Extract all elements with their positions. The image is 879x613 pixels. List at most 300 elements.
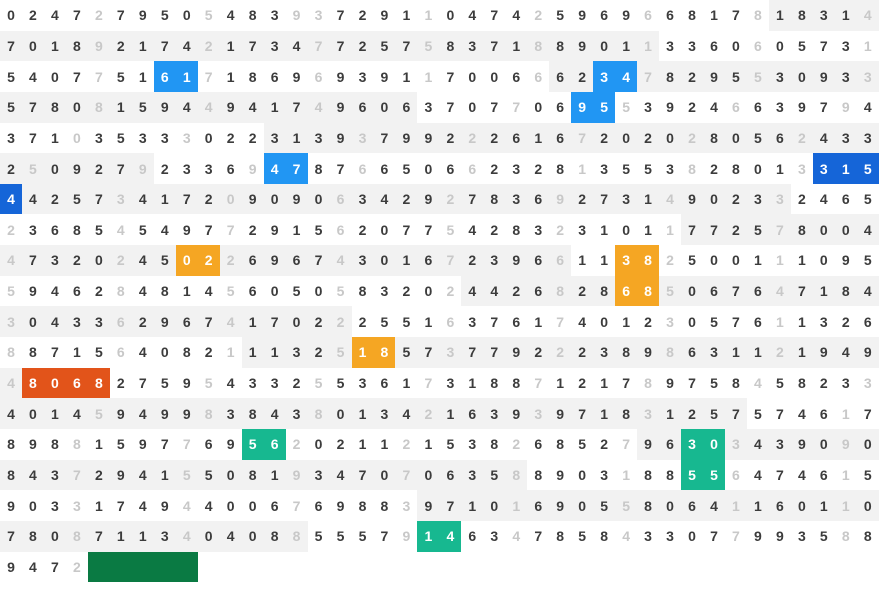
grid-cell[interactable]: 4: [505, 521, 527, 552]
grid-cell[interactable]: 0: [681, 276, 703, 307]
grid-cell[interactable]: 9: [110, 460, 132, 491]
grid-cell[interactable]: 0: [417, 276, 439, 307]
grid-cell[interactable]: 5: [110, 123, 132, 154]
grid-cell[interactable]: 8: [88, 368, 110, 399]
grid-cell[interactable]: 7: [330, 31, 352, 62]
grid-cell[interactable]: 5: [857, 184, 879, 215]
grid-cell[interactable]: 8: [44, 92, 66, 123]
grid-cell[interactable]: 7: [417, 368, 439, 399]
grid-cell[interactable]: 3: [637, 398, 659, 429]
grid-cell[interactable]: 3: [461, 429, 483, 460]
grid-cell[interactable]: 7: [176, 184, 198, 215]
grid-cell[interactable]: 1: [242, 306, 264, 337]
grid-cell[interactable]: 0: [308, 429, 330, 460]
grid-cell[interactable]: 5: [703, 368, 725, 399]
grid-cell[interactable]: 5: [330, 337, 352, 368]
grid-cell[interactable]: 3: [527, 398, 549, 429]
grid-cell[interactable]: 7: [352, 460, 374, 491]
grid-cell[interactable]: 1: [769, 245, 791, 276]
grid-cell[interactable]: 2: [549, 337, 571, 368]
grid-cell[interactable]: 8: [308, 398, 330, 429]
grid-cell[interactable]: 9: [395, 521, 417, 552]
grid-cell[interactable]: 4: [439, 521, 461, 552]
grid-cell[interactable]: 2: [417, 398, 439, 429]
grid-cell[interactable]: 1: [593, 245, 615, 276]
grid-cell[interactable]: 7: [88, 61, 110, 92]
grid-cell[interactable]: 1: [264, 337, 286, 368]
grid-cell[interactable]: 3: [264, 368, 286, 399]
grid-cell[interactable]: 9: [637, 337, 659, 368]
grid-cell[interactable]: 7: [330, 0, 352, 31]
grid-cell[interactable]: 1: [220, 337, 242, 368]
grid-cell[interactable]: 9: [769, 521, 791, 552]
grid-cell[interactable]: 8: [549, 521, 571, 552]
grid-cell[interactable]: 5: [0, 61, 22, 92]
grid-cell[interactable]: 9: [571, 0, 593, 31]
grid-cell[interactable]: 8: [352, 276, 374, 307]
grid-cell[interactable]: 3: [264, 31, 286, 62]
grid-cell[interactable]: 1: [88, 490, 110, 521]
grid-cell[interactable]: 6: [527, 490, 549, 521]
grid-cell[interactable]: 5: [703, 460, 725, 491]
grid-cell[interactable]: 8: [615, 337, 637, 368]
grid-cell[interactable]: 9: [813, 337, 835, 368]
grid-cell[interactable]: 5: [439, 429, 461, 460]
grid-cell[interactable]: 6: [659, 0, 681, 31]
grid-cell[interactable]: 8: [22, 337, 44, 368]
grid-cell[interactable]: 0: [769, 31, 791, 62]
grid-cell[interactable]: 3: [593, 61, 615, 92]
grid-cell[interactable]: 6: [395, 92, 417, 123]
grid-cell[interactable]: 1: [417, 0, 439, 31]
grid-cell[interactable]: 8: [242, 0, 264, 31]
grid-cell[interactable]: 3: [0, 306, 22, 337]
grid-cell[interactable]: 1: [417, 429, 439, 460]
grid-cell[interactable]: 3: [527, 214, 549, 245]
grid-cell[interactable]: 6: [637, 0, 659, 31]
grid-cell[interactable]: 7: [286, 153, 308, 184]
grid-cell[interactable]: 5: [88, 337, 110, 368]
grid-cell[interactable]: 5: [593, 92, 615, 123]
grid-cell[interactable]: 4: [198, 92, 220, 123]
grid-cell[interactable]: 3: [835, 31, 857, 62]
grid-cell[interactable]: 5: [747, 398, 769, 429]
grid-cell[interactable]: 1: [154, 184, 176, 215]
grid-cell[interactable]: 4: [835, 337, 857, 368]
grid-cell[interactable]: 0: [44, 521, 66, 552]
grid-cell[interactable]: 7: [88, 521, 110, 552]
grid-cell[interactable]: 6: [505, 306, 527, 337]
grid-cell[interactable]: 0: [198, 123, 220, 154]
grid-cell[interactable]: 9: [88, 31, 110, 62]
grid-cell[interactable]: 2: [286, 429, 308, 460]
grid-cell[interactable]: 7: [791, 276, 813, 307]
grid-cell[interactable]: 7: [769, 398, 791, 429]
grid-cell[interactable]: 8: [659, 460, 681, 491]
grid-cell[interactable]: 6: [747, 31, 769, 62]
grid-cell[interactable]: 1: [220, 61, 242, 92]
grid-cell[interactable]: 2: [198, 245, 220, 276]
grid-cell[interactable]: 5: [330, 521, 352, 552]
grid-cell[interactable]: 5: [747, 214, 769, 245]
grid-cell[interactable]: 5: [330, 368, 352, 399]
grid-cell[interactable]: 6: [417, 245, 439, 276]
grid-cell[interactable]: 4: [220, 0, 242, 31]
grid-cell[interactable]: 2: [439, 123, 461, 154]
grid-cell[interactable]: 3: [659, 521, 681, 552]
grid-cell[interactable]: 6: [264, 429, 286, 460]
grid-cell[interactable]: 4: [461, 276, 483, 307]
grid-cell[interactable]: 3: [659, 306, 681, 337]
grid-cell[interactable]: 0: [615, 123, 637, 154]
grid-cell[interactable]: 2: [395, 184, 417, 215]
grid-cell[interactable]: 2: [637, 123, 659, 154]
grid-cell[interactable]: 2: [791, 123, 813, 154]
grid-cell[interactable]: 7: [703, 214, 725, 245]
grid-cell[interactable]: 4: [791, 398, 813, 429]
grid-cell[interactable]: 5: [571, 521, 593, 552]
grid-cell[interactable]: 5: [637, 153, 659, 184]
grid-cell[interactable]: 0: [198, 521, 220, 552]
grid-cell[interactable]: 0: [725, 245, 747, 276]
grid-cell[interactable]: 1: [395, 368, 417, 399]
grid-cell[interactable]: 8: [66, 429, 88, 460]
grid-cell[interactable]: 8: [176, 337, 198, 368]
grid-cell[interactable]: 4: [132, 276, 154, 307]
grid-cell[interactable]: 3: [857, 368, 879, 399]
grid-cell[interactable]: 1: [395, 0, 417, 31]
grid-cell[interactable]: 8: [593, 521, 615, 552]
grid-cell[interactable]: 6: [220, 153, 242, 184]
grid-cell[interactable]: 7: [44, 337, 66, 368]
grid-cell[interactable]: 7: [505, 92, 527, 123]
grid-cell[interactable]: 2: [461, 245, 483, 276]
grid-cell[interactable]: 1: [461, 490, 483, 521]
grid-cell[interactable]: 0: [417, 460, 439, 491]
grid-cell[interactable]: 7: [176, 429, 198, 460]
grid-cell[interactable]: 9: [22, 429, 44, 460]
grid-cell[interactable]: 3: [593, 153, 615, 184]
grid-cell[interactable]: 1: [132, 61, 154, 92]
grid-cell[interactable]: 8: [505, 460, 527, 491]
grid-cell[interactable]: 1: [176, 61, 198, 92]
grid-cell[interactable]: 6: [813, 398, 835, 429]
grid-cell[interactable]: 9: [417, 490, 439, 521]
grid-cell[interactable]: 8: [198, 398, 220, 429]
grid-cell[interactable]: 1: [505, 490, 527, 521]
grid-cell[interactable]: 2: [132, 306, 154, 337]
grid-cell[interactable]: 3: [637, 521, 659, 552]
grid-cell[interactable]: 3: [461, 31, 483, 62]
grid-cell[interactable]: 7: [22, 245, 44, 276]
grid-cell[interactable]: 7: [0, 521, 22, 552]
grid-cell[interactable]: 5: [330, 276, 352, 307]
grid-cell[interactable]: 6: [373, 153, 395, 184]
grid-cell[interactable]: 5: [549, 0, 571, 31]
grid-cell[interactable]: 5: [154, 245, 176, 276]
grid-cell[interactable]: 5: [703, 398, 725, 429]
grid-cell[interactable]: 7: [461, 337, 483, 368]
grid-cell[interactable]: 8: [637, 490, 659, 521]
grid-cell[interactable]: 3: [22, 214, 44, 245]
grid-cell[interactable]: 0: [857, 490, 879, 521]
grid-cell[interactable]: 1: [44, 31, 66, 62]
grid-cell[interactable]: 5: [110, 61, 132, 92]
grid-cell[interactable]: 1: [835, 460, 857, 491]
grid-cell[interactable]: 9: [549, 398, 571, 429]
grid-cell[interactable]: 7: [110, 0, 132, 31]
grid-cell[interactable]: 3: [352, 368, 374, 399]
grid-cell[interactable]: 1: [44, 398, 66, 429]
grid-cell[interactable]: 6: [242, 276, 264, 307]
grid-cell[interactable]: 8: [593, 276, 615, 307]
grid-cell[interactable]: 4: [373, 184, 395, 215]
grid-cell[interactable]: 3: [264, 0, 286, 31]
grid-cell[interactable]: 2: [154, 153, 176, 184]
grid-cell[interactable]: 4: [198, 490, 220, 521]
grid-cell[interactable]: 5: [439, 214, 461, 245]
grid-cell[interactable]: 4: [264, 398, 286, 429]
grid-cell[interactable]: 8: [308, 153, 330, 184]
grid-cell[interactable]: 6: [308, 490, 330, 521]
grid-cell[interactable]: 0: [659, 490, 681, 521]
grid-cell[interactable]: 9: [659, 92, 681, 123]
grid-cell[interactable]: 7: [461, 184, 483, 215]
grid-cell[interactable]: 0: [813, 245, 835, 276]
grid-cell[interactable]: 7: [220, 214, 242, 245]
grid-cell[interactable]: 4: [154, 214, 176, 245]
grid-cell[interactable]: 6: [835, 184, 857, 215]
grid-cell[interactable]: 7: [154, 429, 176, 460]
grid-cell[interactable]: 2: [483, 153, 505, 184]
grid-cell[interactable]: 8: [637, 276, 659, 307]
grid-cell[interactable]: 8: [505, 368, 527, 399]
grid-cell[interactable]: 6: [747, 306, 769, 337]
grid-cell[interactable]: 1: [615, 31, 637, 62]
grid-cell[interactable]: 0: [703, 429, 725, 460]
grid-cell[interactable]: 0: [593, 31, 615, 62]
grid-cell[interactable]: 5: [154, 368, 176, 399]
grid-cell[interactable]: 0: [681, 306, 703, 337]
grid-cell[interactable]: 0: [66, 123, 88, 154]
grid-cell[interactable]: 1: [791, 306, 813, 337]
grid-cell[interactable]: 9: [330, 92, 352, 123]
grid-cell[interactable]: 9: [571, 31, 593, 62]
grid-cell[interactable]: 4: [176, 521, 198, 552]
grid-cell[interactable]: 9: [176, 214, 198, 245]
grid-cell[interactable]: 3: [791, 521, 813, 552]
grid-cell[interactable]: 2: [681, 123, 703, 154]
grid-cell[interactable]: 0: [813, 429, 835, 460]
grid-cell[interactable]: 7: [308, 245, 330, 276]
grid-cell[interactable]: 8: [373, 337, 395, 368]
grid-cell[interactable]: 0: [483, 490, 505, 521]
grid-cell[interactable]: 8: [439, 31, 461, 62]
grid-cell[interactable]: 0: [44, 61, 66, 92]
grid-cell[interactable]: 3: [637, 92, 659, 123]
grid-cell[interactable]: 7: [725, 521, 747, 552]
grid-cell[interactable]: 2: [198, 337, 220, 368]
grid-cell[interactable]: 7: [571, 123, 593, 154]
grid-cell[interactable]: 4: [857, 0, 879, 31]
grid-cell[interactable]: 3: [813, 0, 835, 31]
grid-cell[interactable]: 7: [264, 306, 286, 337]
grid-cell[interactable]: 9: [132, 0, 154, 31]
grid-cell[interactable]: 2: [769, 337, 791, 368]
grid-cell[interactable]: 7: [571, 398, 593, 429]
grid-cell[interactable]: 2: [571, 337, 593, 368]
grid-cell[interactable]: 1: [835, 153, 857, 184]
grid-cell[interactable]: 5: [857, 460, 879, 491]
grid-cell[interactable]: 8: [637, 368, 659, 399]
grid-cell[interactable]: 3: [44, 460, 66, 491]
grid-cell[interactable]: 3: [373, 276, 395, 307]
grid-cell[interactable]: 7: [439, 61, 461, 92]
grid-cell[interactable]: 7: [373, 123, 395, 154]
grid-cell[interactable]: 6: [549, 92, 571, 123]
grid-cell[interactable]: 4: [198, 276, 220, 307]
grid-cell[interactable]: 8: [483, 429, 505, 460]
grid-cell[interactable]: 7: [549, 306, 571, 337]
grid-cell[interactable]: 5: [132, 214, 154, 245]
grid-cell[interactable]: 7: [373, 521, 395, 552]
grid-cell[interactable]: 4: [132, 245, 154, 276]
grid-cell[interactable]: 5: [373, 31, 395, 62]
grid-cell[interactable]: 6: [615, 276, 637, 307]
grid-cell[interactable]: 3: [395, 490, 417, 521]
grid-cell[interactable]: 0: [220, 460, 242, 491]
grid-cell[interactable]: 5: [681, 245, 703, 276]
grid-cell[interactable]: 6: [527, 184, 549, 215]
grid-cell[interactable]: 3: [373, 398, 395, 429]
grid-cell[interactable]: 9: [154, 398, 176, 429]
grid-cell[interactable]: 3: [813, 153, 835, 184]
grid-cell[interactable]: 1: [352, 337, 374, 368]
grid-cell[interactable]: 8: [791, 214, 813, 245]
grid-cell[interactable]: 5: [615, 490, 637, 521]
grid-cell[interactable]: 7: [286, 490, 308, 521]
grid-cell[interactable]: 3: [132, 123, 154, 154]
grid-cell[interactable]: 6: [461, 398, 483, 429]
grid-cell[interactable]: 3: [505, 184, 527, 215]
grid-cell[interactable]: 0: [242, 490, 264, 521]
grid-cell[interactable]: [88, 552, 110, 583]
grid-cell[interactable]: 4: [505, 0, 527, 31]
grid-cell[interactable]: 4: [330, 460, 352, 491]
grid-cell[interactable]: 3: [44, 490, 66, 521]
grid-cell[interactable]: 9: [264, 245, 286, 276]
grid-cell[interactable]: 4: [747, 460, 769, 491]
grid-cell[interactable]: 1: [154, 460, 176, 491]
grid-cell[interactable]: 1: [110, 521, 132, 552]
grid-cell[interactable]: [154, 552, 176, 583]
grid-cell[interactable]: 5: [198, 0, 220, 31]
grid-cell[interactable]: 5: [286, 276, 308, 307]
grid-cell[interactable]: 3: [483, 398, 505, 429]
grid-cell[interactable]: 2: [110, 31, 132, 62]
grid-cell[interactable]: 1: [571, 245, 593, 276]
grid-cell[interactable]: 1: [395, 245, 417, 276]
grid-cell[interactable]: 3: [681, 31, 703, 62]
grid-cell[interactable]: 2: [330, 306, 352, 337]
grid-cell[interactable]: 8: [154, 276, 176, 307]
grid-cell[interactable]: 3: [352, 123, 374, 154]
grid-cell[interactable]: 4: [747, 368, 769, 399]
grid-cell[interactable]: 2: [571, 276, 593, 307]
grid-cell[interactable]: 9: [22, 276, 44, 307]
grid-cell[interactable]: 3: [88, 306, 110, 337]
grid-cell[interactable]: 2: [593, 429, 615, 460]
grid-cell[interactable]: 1: [44, 123, 66, 154]
grid-cell[interactable]: 6: [373, 368, 395, 399]
grid-cell[interactable]: 8: [0, 429, 22, 460]
grid-cell[interactable]: 7: [286, 92, 308, 123]
grid-cell[interactable]: 0: [615, 214, 637, 245]
grid-cell[interactable]: 5: [857, 153, 879, 184]
grid-cell[interactable]: 2: [198, 184, 220, 215]
grid-cell[interactable]: 1: [593, 398, 615, 429]
grid-cell[interactable]: 7: [681, 368, 703, 399]
grid-cell[interactable]: 6: [769, 490, 791, 521]
grid-cell[interactable]: 8: [505, 214, 527, 245]
grid-cell[interactable]: 0: [0, 0, 22, 31]
grid-cell[interactable]: 3: [417, 92, 439, 123]
grid-cell[interactable]: 6: [110, 306, 132, 337]
grid-cell[interactable]: 4: [220, 368, 242, 399]
grid-cell[interactable]: 0: [22, 306, 44, 337]
grid-cell[interactable]: 2: [242, 214, 264, 245]
grid-cell[interactable]: 3: [242, 368, 264, 399]
grid-cell[interactable]: 3: [483, 521, 505, 552]
grid-cell[interactable]: 4: [461, 214, 483, 245]
grid-cell[interactable]: 1: [417, 306, 439, 337]
grid-cell[interactable]: 1: [637, 184, 659, 215]
grid-cell[interactable]: 8: [615, 398, 637, 429]
grid-cell[interactable]: 9: [417, 184, 439, 215]
grid-cell[interactable]: 9: [505, 245, 527, 276]
grid-cell[interactable]: 2: [110, 245, 132, 276]
grid-cell[interactable]: 0: [593, 306, 615, 337]
grid-cell[interactable]: 3: [44, 245, 66, 276]
grid-cell[interactable]: 6: [527, 276, 549, 307]
grid-cell[interactable]: 3: [308, 460, 330, 491]
grid-cell[interactable]: 7: [44, 552, 66, 583]
grid-cell[interactable]: 7: [417, 214, 439, 245]
grid-cell[interactable]: 4: [747, 429, 769, 460]
grid-cell[interactable]: 6: [549, 123, 571, 154]
grid-cell[interactable]: 8: [66, 31, 88, 62]
grid-cell[interactable]: 2: [681, 92, 703, 123]
grid-cell[interactable]: 9: [242, 153, 264, 184]
grid-cell[interactable]: 9: [505, 337, 527, 368]
grid-cell[interactable]: 5: [769, 368, 791, 399]
grid-cell[interactable]: 1: [659, 398, 681, 429]
grid-cell[interactable]: 3: [439, 337, 461, 368]
grid-cell[interactable]: 9: [330, 490, 352, 521]
grid-cell[interactable]: 8: [659, 61, 681, 92]
grid-cell[interactable]: 6: [44, 214, 66, 245]
grid-cell[interactable]: 3: [725, 429, 747, 460]
grid-cell[interactable]: 0: [725, 31, 747, 62]
grid-cell[interactable]: 4: [176, 31, 198, 62]
grid-cell[interactable]: 8: [659, 337, 681, 368]
grid-cell[interactable]: 8: [0, 337, 22, 368]
grid-cell[interactable]: 4: [220, 306, 242, 337]
grid-cell[interactable]: 0: [264, 276, 286, 307]
grid-cell[interactable]: 8: [637, 245, 659, 276]
grid-cell[interactable]: 2: [571, 184, 593, 215]
grid-cell[interactable]: 3: [286, 337, 308, 368]
